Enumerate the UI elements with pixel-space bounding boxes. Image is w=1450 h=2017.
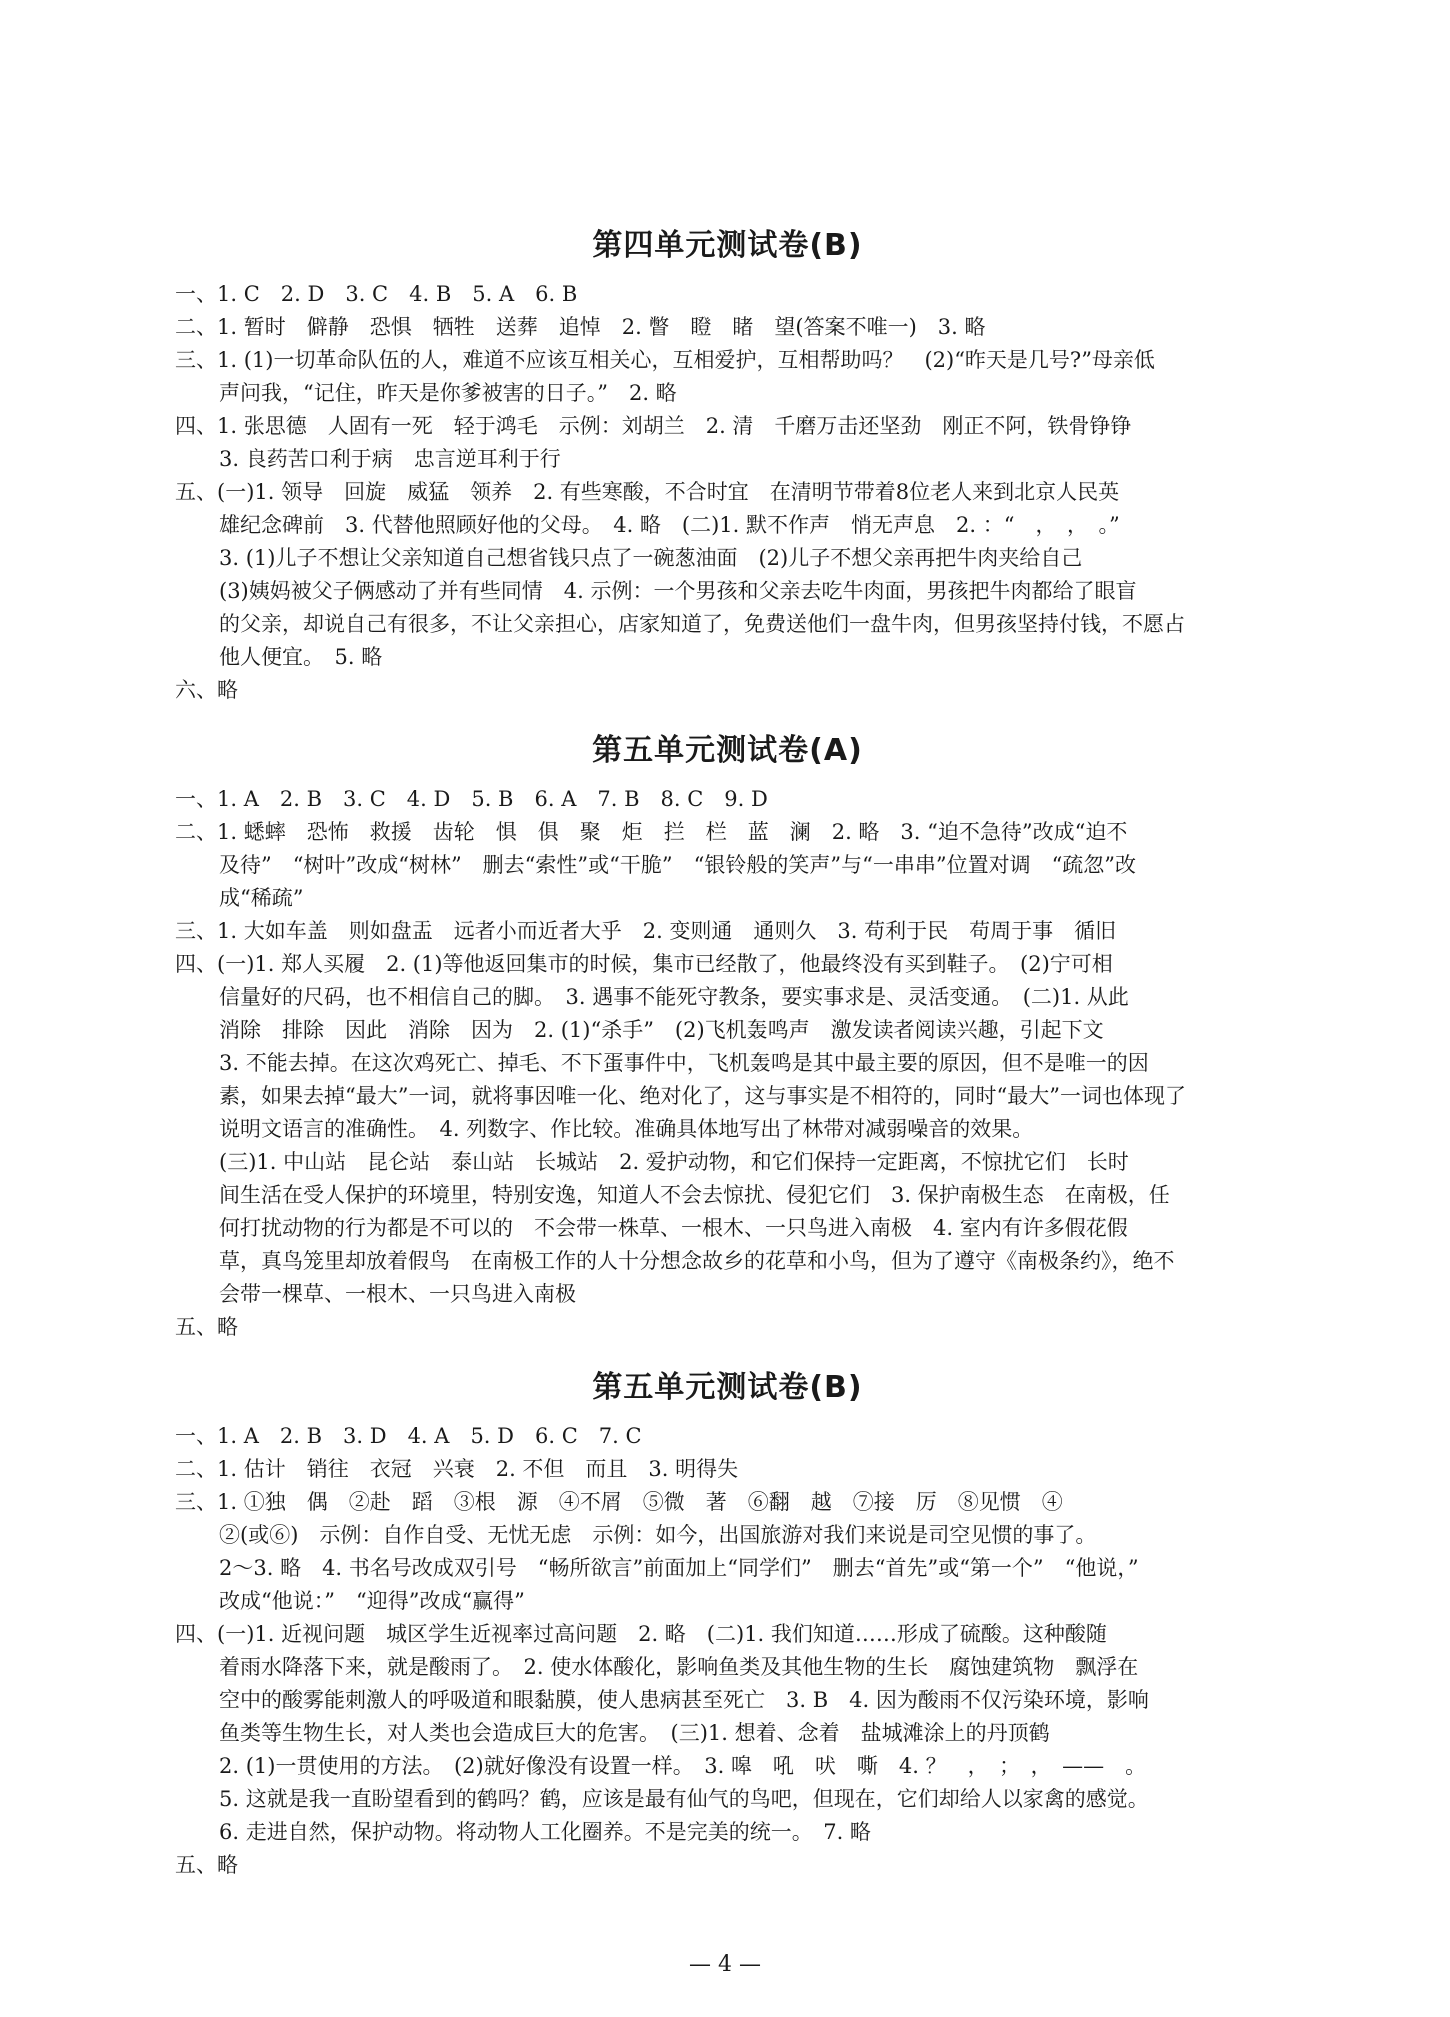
answer-line: 空中的酸雾能刺激人的呼吸道和眼黏膜，使人患病甚至死亡 3. B 4. 因为酸雨不仅污染环境，影响 [219, 1688, 1149, 1712]
answer-line: 五、略 [175, 1853, 238, 1877]
answer-line: 改成“他说：” “迎得”改成“赢得” [219, 1589, 525, 1613]
answer-line: 间生活在受人保护的环境里，特别安逸，知道人不会去惊扰、侵犯它们 3. 保护南极生态 在南极，任 [219, 1183, 1170, 1207]
answer-line: 及待” “树叶”改成“树林” 删去“索性”或“干脆” “银铃般的笑声”与“一串串”位置对调 “疏忽”改 [219, 853, 1137, 877]
answer-line: 雄纪念碑前 3. 代替他照顾好他的父母。 4. 略 (二)1. 默不作声 悄无声息 2. ：“ ， ， 。” [219, 513, 1120, 537]
answer-line: 一、1. A 2. B 3. C 4. D 5. B 6. A 7. B 8. C 9. D [175, 787, 768, 811]
answer-line: 三、1. 大如车盖 则如盘盂 远者小而近者大乎 2. 变则通 通则久 3. 苟利于民 苟周于事 循旧 [175, 919, 1117, 943]
answer-line: 3. 良药苦口利于病 忠言逆耳利于行 [219, 447, 561, 471]
test-section [175, 220, 1280, 707]
answer-line: 三、1. (1)一切革命队伍的人，难道不应该互相关心，互相爱护，互相帮助吗？ (2)“昨天是几号?”母亲低 [175, 348, 1155, 372]
answer-line: 四、1. 张思德 人固有一死 轻于鸿毛 示例：刘胡兰 2. 清 千磨万击还坚劲 刚正不阿，铁骨铮铮 [175, 414, 1132, 438]
answer-line: 2. (1)一贯使用的方法。 (2)就好像没有设置一样。 3. 嗥 吼 吠 嘶 4. ？ ， ； ， —— 。 [219, 1754, 1147, 1778]
answer-line: 会带一棵草、一根木、一只鸟进入南极 [219, 1282, 576, 1306]
answer-line: (3)姨妈被父子俩感动了并有些同情 4. 示例：一个男孩和父亲去吃牛肉面，男孩把牛肉都给了眼盲 [219, 579, 1137, 603]
answer-line: 3. (1)儿子不想让父亲知道自己想省钱只点了一碗葱油面 (2)儿子不想父亲再把牛肉夹给自己 [219, 546, 1083, 570]
section-title: 第五单元测试卷(B) [592, 1370, 863, 1405]
answer-line: 信量好的尺码，也不相信自己的脚。 3. 遇事不能死守教条，要实事求是、灵活变通。 (二)1. 从此 [219, 985, 1129, 1009]
answer-line: (三)1. 中山站 昆仑站 泰山站 长城站 2. 爱护动物，和它们保持一定距离，不惊扰它们 长时 [219, 1150, 1129, 1174]
answer-line: 四、(一)1. 郑人买履 2. (1)等他返回集市的时候，集市已经散了，他最终没有买到鞋子。 (2)宁可相 [175, 952, 1113, 976]
answer-line: 的父亲，却说自己有很多，不让父亲担心，店家知道了，免费送他们一盘牛肉，但男孩坚持付钱，不愿占 [219, 612, 1185, 636]
answer-line: 素，如果去掉“最大”一词，就将事因唯一化、绝对化了，这与事实是不相符的，同时“最大”一词也体现了 [219, 1084, 1186, 1108]
answer-line: 5. 这就是我一直盼望看到的鹤吗？鹤，应该是最有仙气的鸟吧，但现在，它们却给人以家禽的感觉。 [219, 1787, 1149, 1811]
answer-line: 一、1. C 2. D 3. C 4. B 5. A 6. B [175, 282, 578, 306]
answer-line: 二、1. 蟋蟀 恐怖 救援 齿轮 惧 俱 聚 炬 拦 栏 蓝 澜 2. 略 3. “迫不急待”改成“迫不 [175, 820, 1128, 844]
test-section [175, 725, 1280, 1344]
answer-line: 草，真鸟笼里却放着假鸟 在南极工作的人十分想念故乡的花草和小鸟，但为了遵守《南极条约》，绝不 [219, 1249, 1175, 1273]
section-title: 第五单元测试卷(A) [592, 733, 863, 768]
answer-line: ②(或⑥) 示例：自作自受、无忧无虑 示例：如今，出国旅游对我们来说是司空见惯的事了。 [219, 1523, 1097, 1547]
answer-line: 一、1. A 2. B 3. D 4. A 5. D 6. C 7. C [175, 1424, 642, 1448]
page-number: — 4 — [689, 1952, 761, 1977]
answer-line: 四、(一)1. 近视问题 城区学生近视率过高问题 2. 略 (二)1. 我们知道……形成了硫酸。这种酸随 [175, 1622, 1107, 1646]
answer-line: 他人便宜。 5. 略 [219, 645, 383, 669]
test-section [175, 1362, 1280, 1882]
answer-line: 说明文语言的准确性。 4. 列数字、作比较。准确具体地写出了林带对减弱噪音的效果。 [219, 1117, 1034, 1141]
answer-line: 鱼类等生物生长，对人类也会造成巨大的危害。 (三)1. 想着、念着 盐城滩涂上的丹顶鹤 [219, 1721, 1050, 1745]
section-title: 第四单元测试卷(B) [592, 228, 863, 263]
answer-line: 6. 走进自然，保护动物。将动物人工化圈养。不是完美的统一。 7. 略 [219, 1820, 871, 1844]
answer-line: 2～3. 略 4. 书名号改成双引号 “畅所欲言”前面加上“同学们” 删去“首先”或“第一个” “他说，” [219, 1556, 1139, 1580]
answer-line: 声问我，“记住，昨天是你爹被害的日子。” 2. 略 [219, 381, 677, 405]
answer-line: 六、略 [175, 678, 238, 702]
answer-line: 消除 排除 因此 消除 因为 2. (1)“杀手” (2)飞机轰鸣声 激发读者阅读兴趣，引起下文 [219, 1018, 1104, 1042]
answer-line: 3. 不能去掉。在这次鸡死亡、掉毛、不下蛋事件中，飞机轰鸣是其中最主要的原因，但不是唯一的因 [219, 1051, 1149, 1075]
answer-line: 何打扰动物的行为都是不可以的 不会带一株草、一根木、一只鸟进入南极 4. 室内有许多假花假 [219, 1216, 1128, 1240]
answer-line: 着雨水降落下来，就是酸雨了。 2. 使水体酸化，影响鱼类及其他生物的生长 腐蚀建筑物 飘浮在 [219, 1655, 1139, 1679]
answer-line: 三、1. ①独 偶 ②赴 蹈 ③根 源 ④不屑 ⑤微 著 ⑥翻 越 ⑦接 厉 ⑧见惯 ④ [175, 1490, 1063, 1514]
answer-line: 成“稀疏” [219, 886, 304, 910]
answer-page [175, 220, 1280, 1900]
answer-line: 五、略 [175, 1315, 238, 1339]
answer-line: 二、1. 估计 销往 衣冠 兴衰 2. 不但 而且 3. 明得失 [175, 1457, 739, 1481]
answer-line: 二、1. 暂时 僻静 恐惧 牺牲 送葬 追悼 2. 瞥 瞪 睹 望(答案不唯一) 3. 略 [175, 315, 986, 339]
answer-line: 五、(一)1. 领导 回旋 威猛 领养 2. 有些寒酸，不合时宜 在清明节带着8位老人来到北京人民英 [175, 480, 1120, 504]
